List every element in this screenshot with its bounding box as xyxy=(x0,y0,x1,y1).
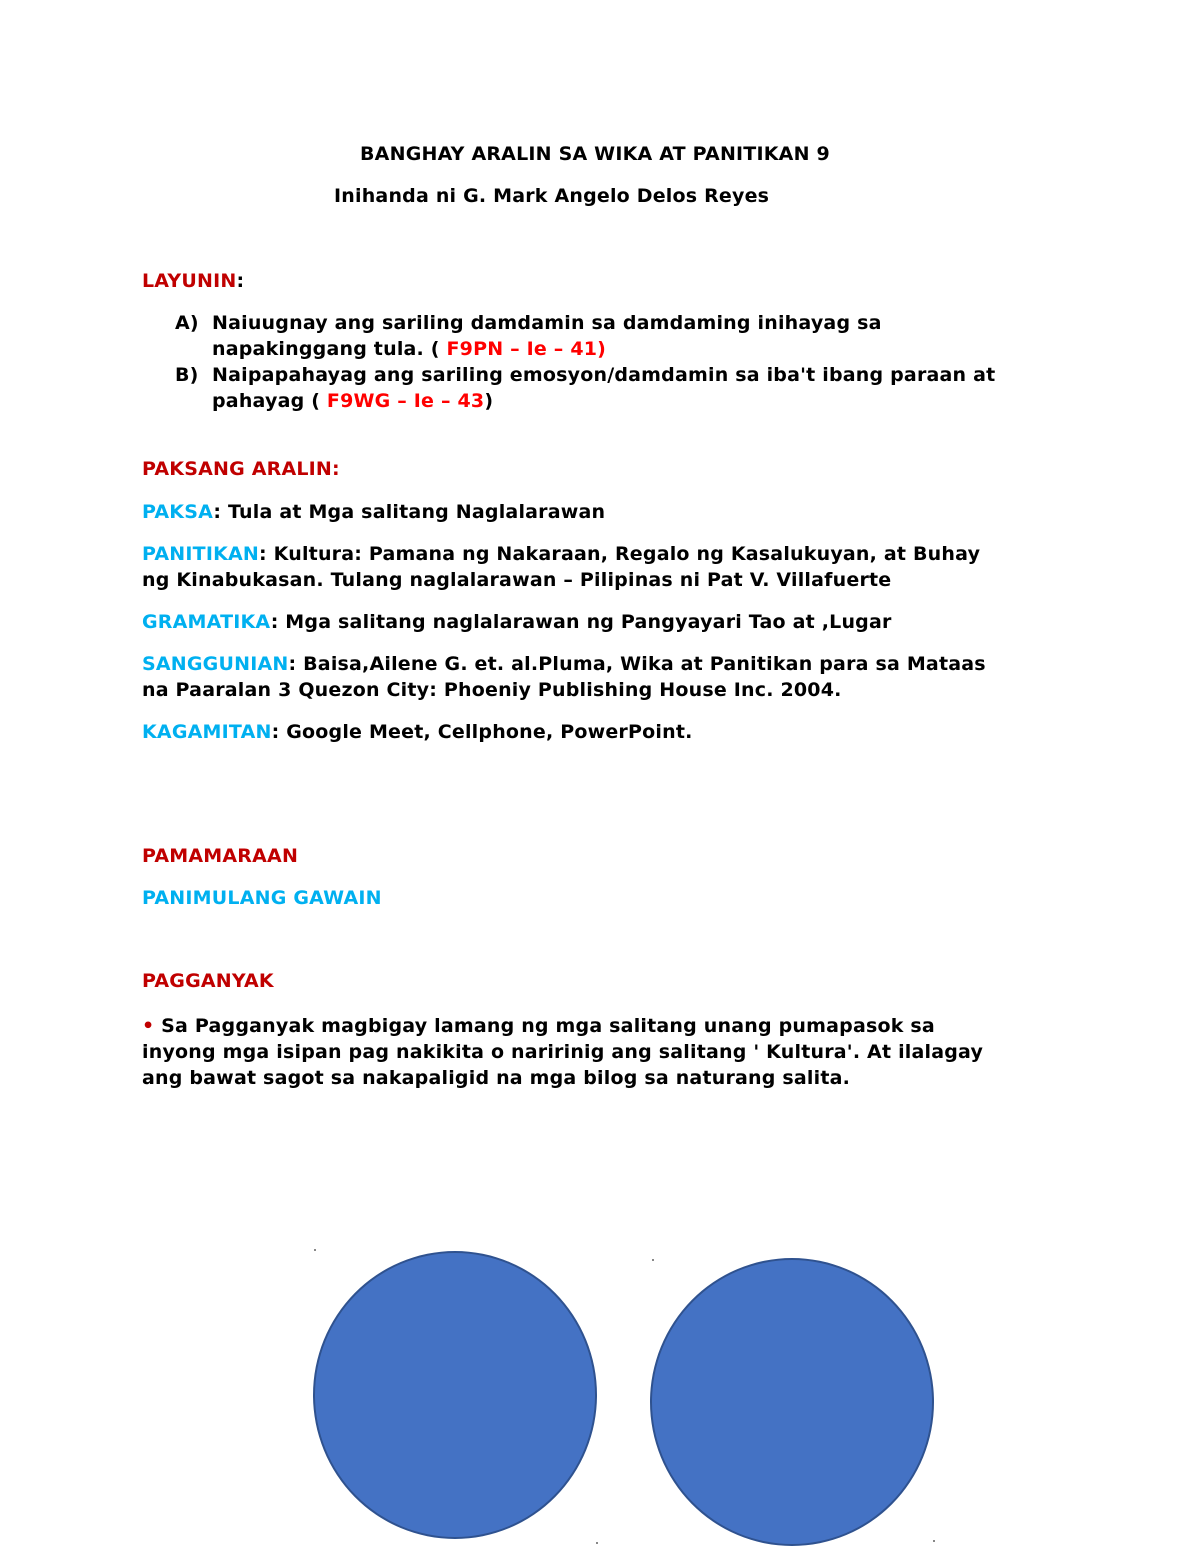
sanggunian-line2: na Paaralan 3 Quezon City: Phoeniy Publishing House Inc. 2004. xyxy=(142,679,842,701)
objective-b-end: ) xyxy=(484,390,494,412)
panitikan-line1 xyxy=(142,541,980,567)
layunin-heading-text: LAYUNIN xyxy=(142,270,237,292)
pagganyak-text1: Sa Pagganyak magbigay lamang ng mga salitang unang pumapasok sa xyxy=(154,1015,935,1037)
panimulang-gawain-heading: PANIMULANG GAWAIN xyxy=(142,887,382,909)
pagganyak-line3: ang bawat sagot sa nakapaligid na mga bilog sa naturang salita. xyxy=(142,1067,851,1089)
paksang-aralin-heading: PAKSANG ARALIN: xyxy=(142,458,340,480)
kagamitan-line xyxy=(142,719,693,745)
objective-b-text2: pahayag ( xyxy=(212,390,327,412)
gramatika-text: : Mga salitang naglalarawan ng Pangyayari Tao at ,Lugar xyxy=(270,611,892,633)
shape-anchor-dot xyxy=(652,1259,654,1261)
objective-b-line1 xyxy=(175,364,995,386)
paksa-label: PAKSA xyxy=(142,501,214,523)
objective-b-marker: B) xyxy=(175,364,199,386)
panitikan-line2: ng Kinabukasan. Tulang naglalarawan – Pilipinas ni Pat V. Villafuerte xyxy=(142,569,892,591)
answer-circle-right xyxy=(650,1258,934,1546)
objective-b-code: F9WG – Ie – 43 xyxy=(326,390,485,412)
objective-b-text: Naipapahayag ang sariling emosyon/damdamin sa iba't ibang paraan at xyxy=(212,364,996,386)
pagganyak-heading: PAGGANYAK xyxy=(142,970,274,992)
sanggunian-line1 xyxy=(142,651,986,677)
objective-b-line2 xyxy=(212,390,493,412)
layunin-heading xyxy=(142,270,244,292)
sanggunian-text1: : Baisa,Ailene G. et. al.Pluma, Wika at Panitikan para sa Mataas xyxy=(288,653,986,675)
pagganyak-bullet: • xyxy=(142,1015,155,1037)
shape-anchor-dot xyxy=(596,1542,598,1544)
kagamitan-text: : Google Meet, Cellphone, PowerPoint. xyxy=(271,721,693,743)
kagamitan-label: KAGAMITAN xyxy=(142,721,272,743)
pamamaraan-heading: PAMAMARAAN xyxy=(142,845,299,867)
answer-circle-left xyxy=(313,1251,597,1539)
paksa-line xyxy=(142,499,605,525)
panitikan-label: PANITIKAN xyxy=(142,543,260,565)
panitikan-text1: : Kultura: Pamana ng Nakaraan, Regalo ng Kasalukuyan, at Buhay xyxy=(259,543,981,565)
objective-a-marker: A) xyxy=(175,312,199,334)
shape-anchor-dot xyxy=(933,1540,935,1542)
layunin-heading-colon: : xyxy=(236,270,245,292)
gramatika-line xyxy=(142,609,892,635)
objective-a-line1 xyxy=(175,312,882,334)
objective-a-text: Naiuugnay ang sariling damdamin sa damdaming inihayag sa xyxy=(212,312,882,334)
document-title: BANGHAY ARALIN SA WIKA AT PANITIKAN 9 xyxy=(360,143,830,165)
pagganyak-line1 xyxy=(142,1013,935,1039)
objective-a-code: F9PN – Ie – 41) xyxy=(446,338,607,360)
gramatika-label: GRAMATIKA xyxy=(142,611,271,633)
objective-a-line2 xyxy=(212,338,606,360)
paksa-text: : Tula at Mga salitang Naglalarawan xyxy=(213,501,606,523)
pagganyak-line2: inyong mga isipan pag nakikita o naririnig ang salitang ' Kultura'. At ilalagay xyxy=(142,1041,984,1063)
objective-a-text2: napakinggang tula. ( xyxy=(212,338,447,360)
document-author: Inihanda ni G. Mark Angelo Delos Reyes xyxy=(334,185,770,207)
shape-anchor-dot xyxy=(314,1249,316,1251)
sanggunian-label: SANGGUNIAN xyxy=(142,653,289,675)
